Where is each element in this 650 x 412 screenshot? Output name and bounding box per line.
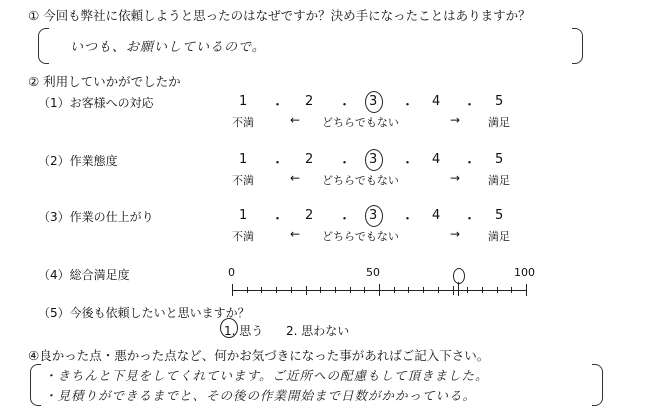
right-arrow-icon: → [450,227,461,241]
rating-scale-mark: 1 [239,94,248,109]
scale-tick [511,287,512,293]
request-option-yes-circle [220,318,238,338]
scale-min-label: 0 [228,266,235,279]
rating-scale-mark: 5 [495,152,504,167]
rating-scale-mark: ・ [463,98,477,113]
rating-scale-mark: 5 [495,94,504,109]
rating-scale-mark: 5 [495,208,504,223]
scale-tick [247,287,248,293]
rating-scale-mark: 1 [239,152,248,167]
rating-scale-mark: ・ [401,156,415,171]
request-option-no: 2. 思わない [286,324,350,338]
rating-item-label: （1）お客様への対応 [38,96,154,110]
scale-tick [408,287,409,293]
left-arrow-icon: ← [290,171,301,185]
scale-mid-label: 50 [366,266,380,279]
rating-selected-circle [365,205,383,227]
rating-selected-circle [365,149,383,171]
scale-tick [438,287,439,293]
comment-bracket-right [592,364,603,406]
rating-scale-mark: 3 [369,152,378,167]
scale-tick [350,287,351,293]
rating-scale-mark: 2 [305,208,314,223]
scale-tick [379,284,380,296]
request-option-yes: 1. 思う [224,324,264,338]
scale-tick [497,287,498,293]
rating-mid-label: どちらでもない [322,116,399,129]
rating-mid-label: どちらでもない [322,174,399,187]
rating-scale-mark: ・ [271,212,285,227]
rating-scale-mark: 2 [305,152,314,167]
rating-mid-label: どちらでもない [322,230,399,243]
rating-low-label: 不満 [232,174,254,187]
rating-low-label: 不満 [232,230,254,243]
rating-scale-mark: ・ [401,98,415,113]
rating-scale-mark: 4 [432,152,441,167]
rating-scale-mark: ・ [338,98,352,113]
scale-tick [467,287,468,293]
rating-item-label: （2）作業態度 [38,154,118,168]
right-arrow-icon: → [450,171,461,185]
rating-scale-mark: ・ [338,156,352,171]
scale-max-label: 100 [514,266,535,279]
scale-tick [320,287,321,293]
scale-tick [276,287,277,293]
rating-selected-circle [365,91,383,113]
scale-tick [261,287,262,293]
rating-scale-mark: ・ [338,212,352,227]
request-again-label: （5）今後も依頼したいと思いますか？ [38,306,250,320]
question-1-title: ① 今回も弊社に依頼しようと思ったのはなぜですか？決め手になったことはありますか？ [28,8,531,23]
right-arrow-icon: → [450,113,461,127]
scale-tick [482,287,483,293]
scale-tick [232,284,233,296]
comment-line-1: ・きちんと下見をしてくれています。ご近所への配慮もして頂きました。 [44,368,489,383]
rating-scale-mark: ・ [271,98,285,113]
scale-tick [291,287,292,293]
scale-tick [364,287,365,293]
comment-line-2: ・見積りができるまでと、その後の作業開始まで日数がかかっている。 [44,388,477,403]
overall-satisfaction-label: （4）総合満足度 [38,268,130,282]
scale-tick [526,284,527,296]
scale-tick [453,286,454,295]
rating-item-label: （3）作業の仕上がり [38,210,154,224]
question-1-answer: いつも、お願いしているので。 [70,40,266,55]
rating-scale-mark: ・ [463,156,477,171]
scale-tick [306,286,307,295]
rating-scale-mark: 4 [432,208,441,223]
rating-scale-mark: 3 [369,208,378,223]
rating-low-label: 不満 [232,116,254,129]
scale-tick [394,287,395,293]
rating-high-label: 満足 [488,116,510,129]
rating-scale-mark: ・ [401,212,415,227]
satisfaction-mark [453,268,465,284]
rating-scale-mark: 4 [432,94,441,109]
rating-scale-mark: ・ [271,156,285,171]
rating-scale-mark: ・ [463,212,477,227]
rating-high-label: 満足 [488,230,510,243]
rating-scale-mark: 3 [369,94,378,109]
satisfaction-mark-stem [458,282,459,296]
left-arrow-icon: ← [290,227,301,241]
answer-bracket-left [38,28,49,64]
rating-scale-mark: 2 [305,94,314,109]
comment-bracket-left [30,364,41,406]
question-4-title: ④良かった点・悪かった点など、何かお気づきになった事があればご記入下さい。 [28,348,490,363]
rating-high-label: 満足 [488,174,510,187]
question-2-title: ② 利用していかがでしたか [28,74,181,89]
scale-tick [335,287,336,293]
scale-tick [423,287,424,293]
answer-bracket-right [572,28,583,64]
rating-scale-mark: 1 [239,208,248,223]
left-arrow-icon: ← [290,113,301,127]
